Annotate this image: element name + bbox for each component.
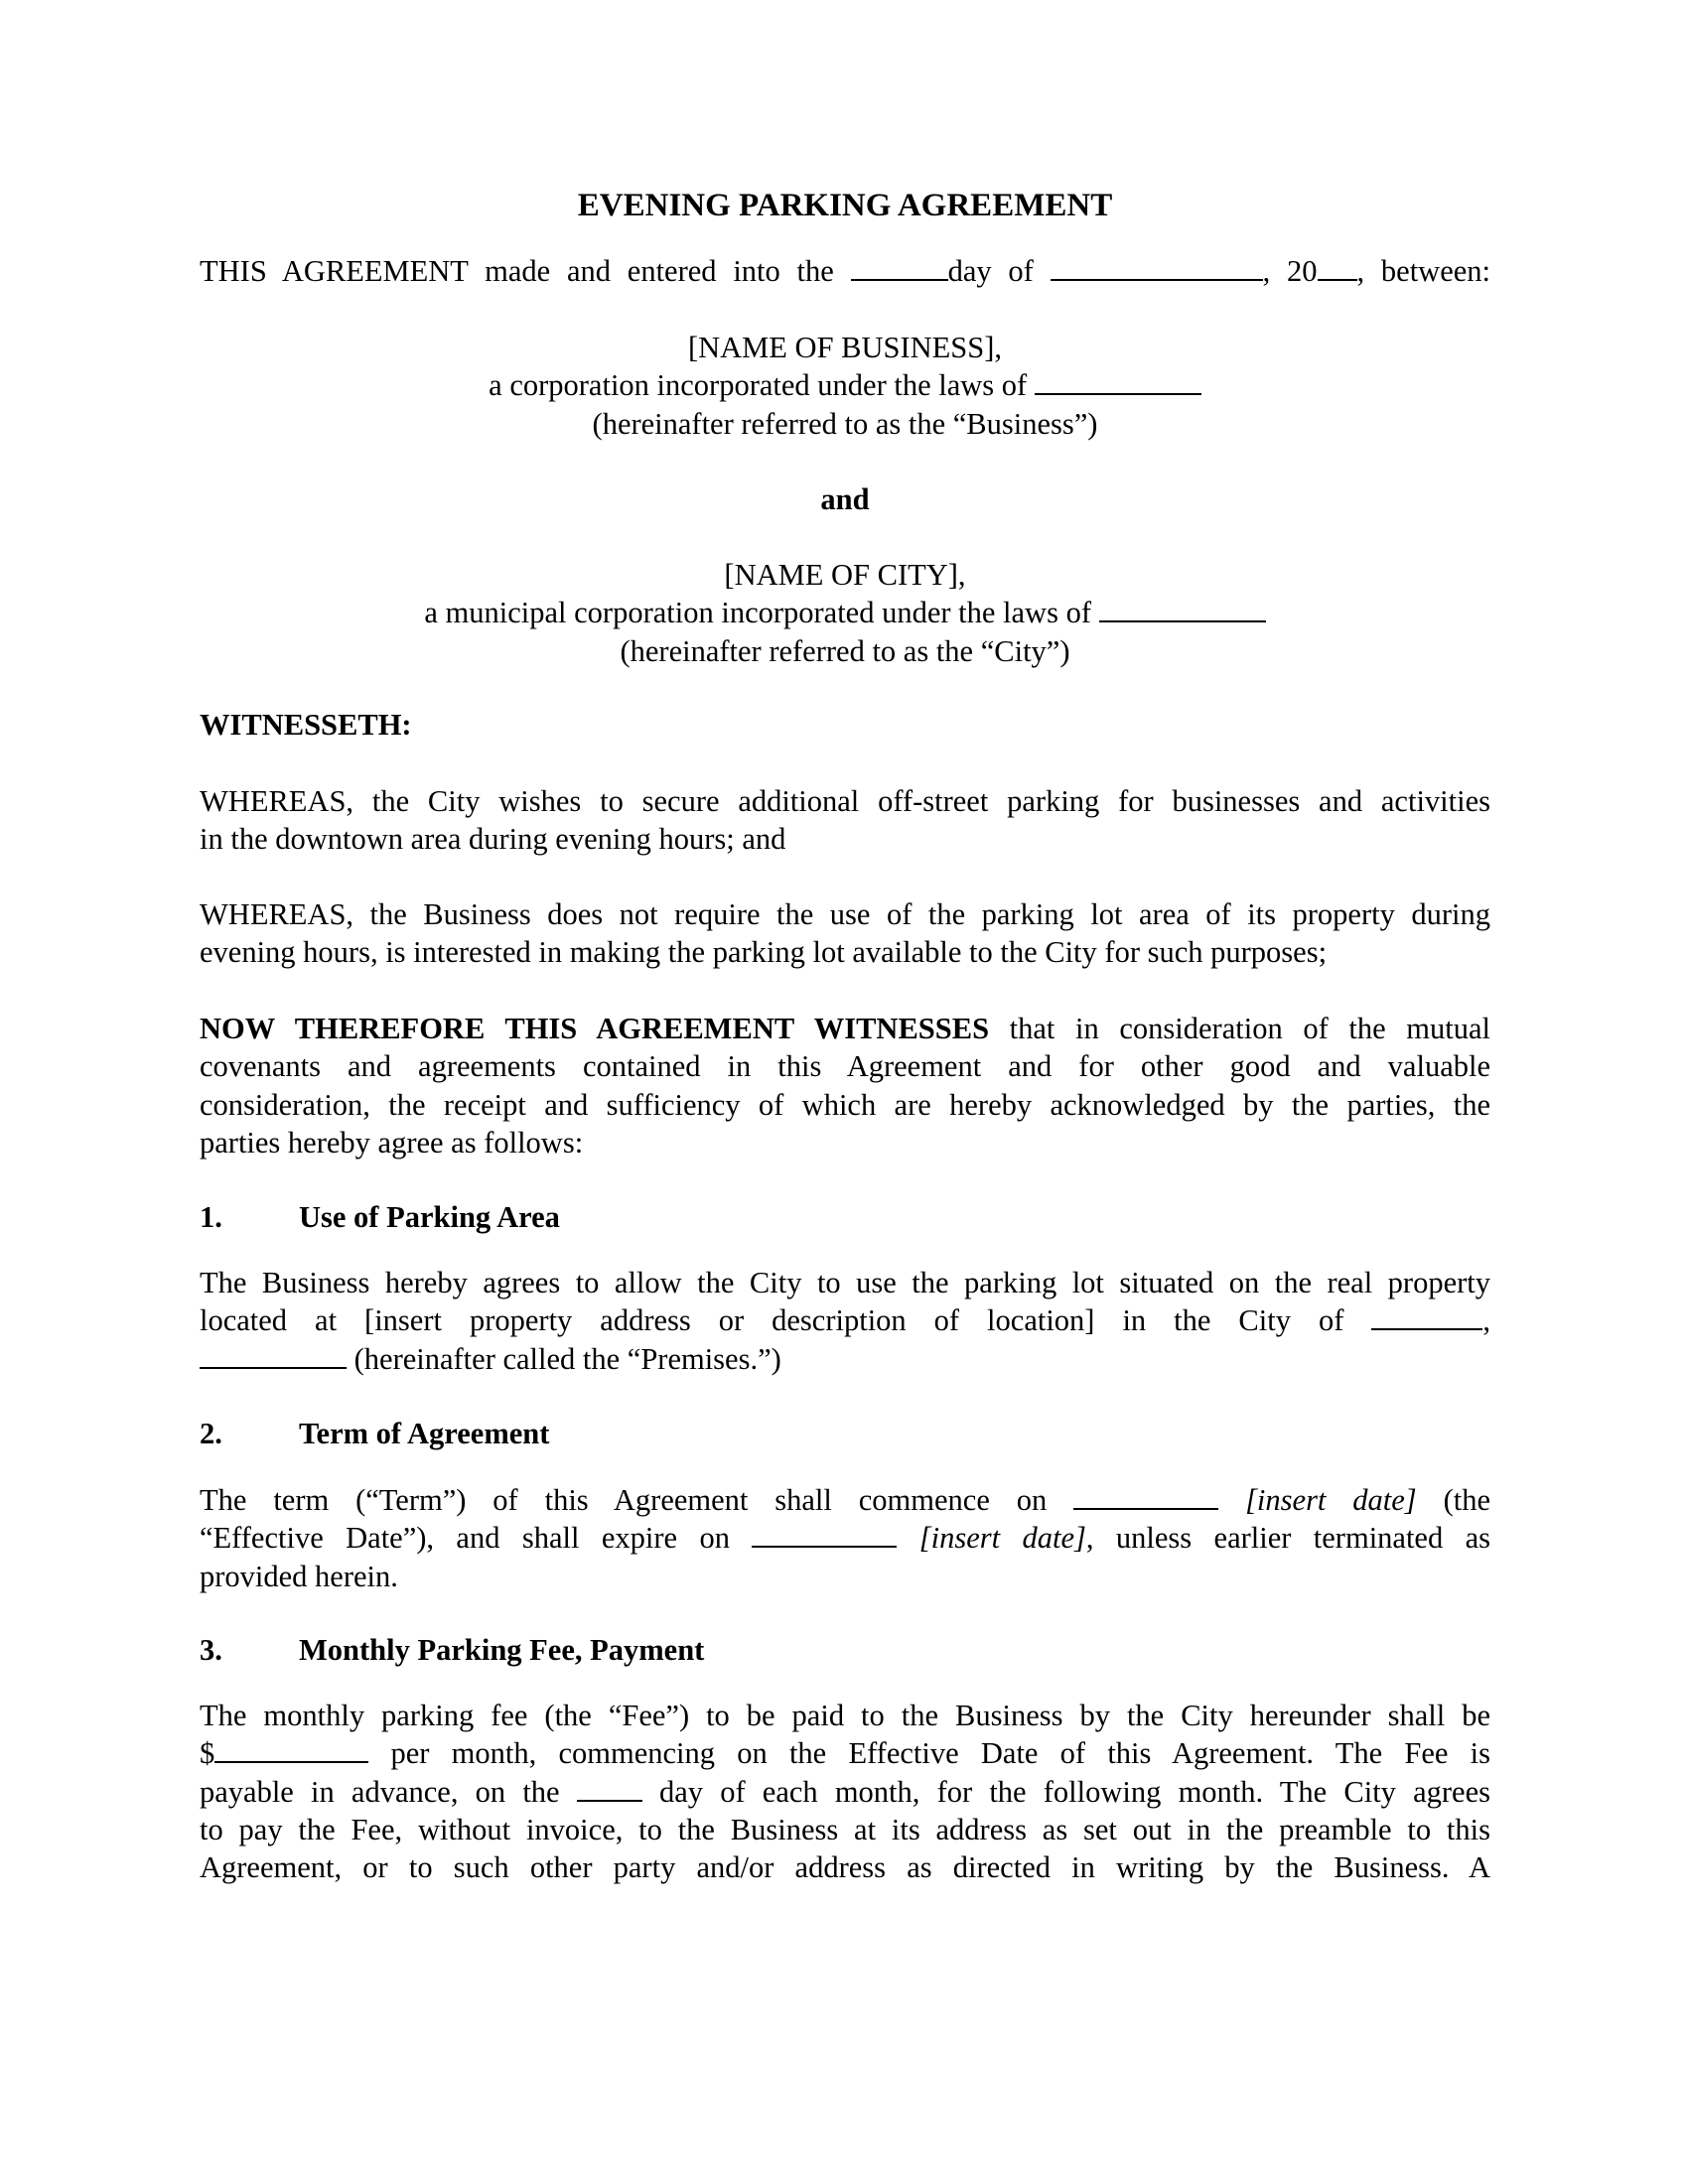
section-1-line-3-text: (hereinafter called the “Premises.”)	[347, 1341, 781, 1376]
business-incorporation	[200, 366, 1490, 404]
section-1-body	[200, 1264, 1490, 1378]
intro-line	[200, 252, 1490, 290]
city-incorporation	[200, 594, 1490, 631]
section-1-heading	[200, 1198, 1490, 1236]
intro-text-2: day of	[947, 254, 1051, 288]
intro-text-3: , 20	[1262, 254, 1318, 288]
city-of-blank[interactable]	[1371, 1306, 1482, 1330]
city-name: [NAME OF CITY],	[724, 558, 966, 592]
section-1-line-2-end: ,	[1482, 1303, 1490, 1338]
fee-amount-blank[interactable]	[214, 1739, 368, 1763]
insert-date-placeholder-2: [insert date]	[918, 1521, 1086, 1556]
year-blank[interactable]	[1318, 257, 1357, 281]
section-3-line-3-text: payable in advance, on the	[200, 1774, 577, 1809]
section-3-number: 3.	[200, 1633, 222, 1667]
payment-day-blank[interactable]	[577, 1778, 642, 1802]
expiry-date-blank[interactable]	[752, 1524, 897, 1548]
conjunction-and: and	[820, 482, 870, 516]
section-2-line-2-end: , unless earlier terminated as	[1085, 1521, 1491, 1556]
document-title: EVENING PARKING AGREEMENT	[577, 188, 1113, 223]
section-2-line-3: provided herein.	[200, 1559, 398, 1593]
section-3-line-2-text: per month, commencing on the Effective Date of this Agreement. The Fee is	[368, 1736, 1490, 1771]
city-jurisdiction-blank[interactable]	[1099, 599, 1266, 622]
section-3-line-1: The monthly parking fee (the “Fee”) to be paid to the Business by the City hereunder shall be	[200, 1699, 1490, 1732]
recital-2	[200, 895, 1490, 972]
insert-date-placeholder-1: [insert date]	[1245, 1483, 1417, 1517]
business-name: [NAME OF BUSINESS],	[687, 331, 1003, 364]
city-reference: (hereinafter referred to as the “City”)	[620, 633, 1070, 668]
now-therefore-clause	[200, 1010, 1490, 1161]
section-2-title: Term of Agreement	[299, 1417, 550, 1450]
section-2-number: 2.	[200, 1417, 222, 1450]
section-3-line-3	[200, 1773, 1490, 1811]
section-3-line-3-end: day of each month, for the following month. The City agrees	[641, 1774, 1490, 1809]
now-therefore-line-4: parties hereby agree as follows:	[200, 1125, 584, 1160]
section-1-line-2	[200, 1301, 1490, 1339]
section-3-dollar-sign: $	[200, 1736, 215, 1771]
section-1-title: Use of Parking Area	[299, 1200, 560, 1234]
recital-2-line-1: WHEREAS, the Business does not require the use of the parking lot area of its property during	[200, 897, 1490, 931]
business-jurisdiction-blank[interactable]	[1035, 371, 1201, 395]
section-3-body	[200, 1697, 1490, 1886]
section-3-line-2	[200, 1734, 1490, 1772]
recital-1-line-1: WHEREAS, the City wishes to secure additional off-street parking for businesses and activities	[200, 784, 1490, 818]
section-2-line-1	[200, 1481, 1490, 1519]
section-2-line-2-text: “Effective Date”), and shall expire on	[200, 1521, 753, 1556]
recital-1-line-2: in the downtown area during evening hours; and	[200, 822, 786, 857]
commence-date-blank[interactable]	[1073, 1486, 1218, 1510]
now-therefore-line-1-rest: that in consideration of the mutual	[989, 1012, 1490, 1045]
section-3-line-5: Agreement, or to such other party and/or address as directed in writing by the Business. A	[200, 1850, 1490, 1885]
section-2-heading	[200, 1415, 1490, 1452]
business-incorporation-text: a corporation incorporated under the laws of	[489, 368, 1035, 403]
recital-2-line-2: evening hours, is interested in making the parking lot available to the City for such purposes;	[200, 935, 1328, 970]
section-1-line-3	[200, 1340, 1490, 1378]
party-city	[200, 556, 1490, 670]
month-blank[interactable]	[1051, 257, 1263, 281]
city-incorporation-text: a municipal corporation incorporated under the laws of	[424, 596, 1099, 630]
now-therefore-line-3: consideration, the receipt and sufficiency of which are hereby acknowledged by the parties, the	[200, 1087, 1490, 1122]
day-blank[interactable]	[851, 257, 948, 281]
witnesseth-heading: WITNESSETH:	[200, 708, 412, 742]
intro-text-1: THIS AGREEMENT made and entered into the	[200, 254, 851, 288]
section-1-line-1: The Business hereby agrees to allow the City to use the parking lot situated on the real property	[200, 1266, 1490, 1299]
section-3-title: Monthly Parking Fee, Payment	[299, 1633, 705, 1667]
section-3-heading	[200, 1631, 1490, 1669]
intro-text-4: , between:	[1356, 254, 1490, 288]
section-2-body	[200, 1481, 1490, 1595]
recital-1	[200, 782, 1490, 859]
section-2-line-1-text: The term (“Term”) of this Agreement shall commence on	[200, 1483, 1074, 1517]
now-therefore-bold-lead: NOW THEREFORE THIS AGREEMENT WITNESSES	[200, 1012, 990, 1045]
now-therefore-line-2: covenants and agreements contained in this Agreement and for other good and valuable	[200, 1049, 1490, 1084]
section-2-line-1-end: (the	[1416, 1483, 1490, 1517]
section-2-line-2	[200, 1519, 1490, 1557]
section-1-line-2-text: located at [insert property address or description of location] in the City of	[200, 1303, 1372, 1338]
now-therefore-line-1	[200, 1010, 1490, 1047]
business-reference: (hereinafter referred to as the “Business”)	[592, 406, 1098, 441]
section-3-line-4: to pay the Fee, without invoice, to the Business at its address as set out in the preamble to this	[200, 1812, 1490, 1846]
province-blank[interactable]	[200, 1345, 347, 1369]
section-1-number: 1.	[200, 1200, 222, 1234]
party-business	[200, 329, 1490, 443]
